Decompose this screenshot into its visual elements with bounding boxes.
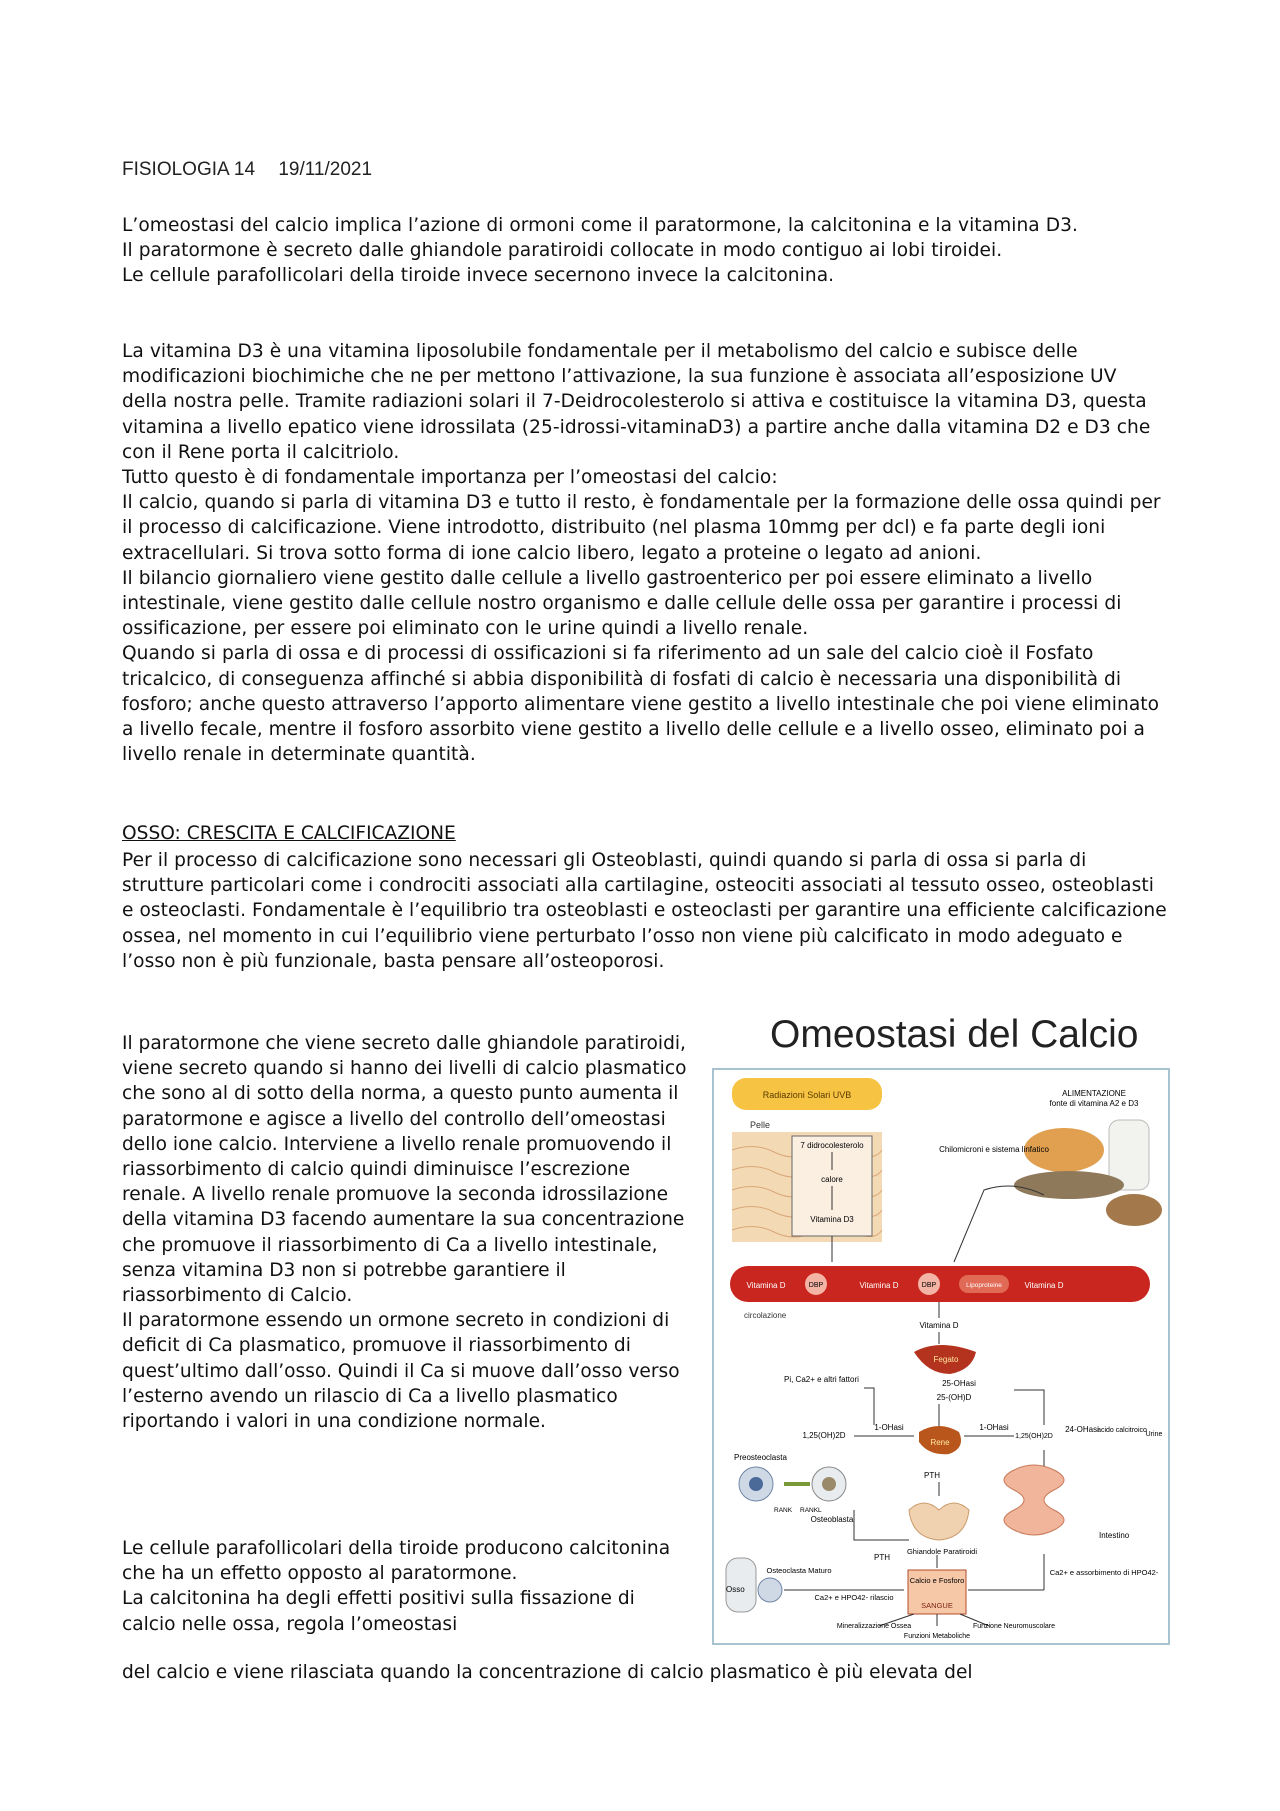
osteoclast-cell [758, 1578, 782, 1602]
lipoproteine-label: Lipoproteine [966, 1282, 1002, 1289]
ohd125a-label: 1,25(OH)2D [802, 1431, 846, 1440]
rilascio-label: Ca2+ e HPO42- rilascio [814, 1593, 894, 1602]
section-heading: OSSO: CRESCITA E CALCIFICAZIONE [122, 823, 456, 844]
parathyroid-shape [909, 1503, 969, 1540]
alimentazione-label: ALIMENTAZIONE [1062, 1089, 1126, 1098]
figure-title: Omeostasi del Calcio [770, 1013, 1139, 1056]
fonte-label: fonte di vitamina A2 e D3 [1049, 1099, 1139, 1108]
dbp1-label: DBP [808, 1282, 824, 1289]
calcium-homeostasis-diagram [712, 1068, 1170, 1645]
vitd-c: Vitamina D [1024, 1281, 1064, 1290]
ohd125b-label: 1,25(OH)2D [1015, 1433, 1053, 1440]
osteoclasta-label: Osteoclasta Maturo [766, 1566, 832, 1575]
pelle-label: Pelle [750, 1120, 771, 1130]
funzioni-label: Funzioni Metaboliche [903, 1633, 971, 1640]
arrow [854, 1510, 909, 1540]
document-date: 19/11/2021 [278, 159, 373, 180]
diagram-svg [714, 1070, 1168, 1643]
assorbimento-label: Ca2+ e assorbimento di HPO42- [1049, 1568, 1159, 1577]
ohasi25-label: 25-OHasi [942, 1379, 976, 1388]
urine-label: Urine [1145, 1431, 1163, 1438]
calcio-label: Calcio e Fosforo [909, 1576, 965, 1585]
oh1b-label: 1-OHasi [979, 1423, 1009, 1432]
vitd3-label: Vitamina D3 [810, 1215, 854, 1224]
osteoblasta-label: Osteoblasta [810, 1515, 854, 1524]
paragraph-calcification: Per il processo di calcificazione sono necessari gli Osteoblasti, quindi quando si parla di ossa si parla di strutture particolari come i condrociti associati alla cartilagine, osteociti associati al tessuto osseo, osteoblasti e osteoclasti. Fondamentale è l’equilibrio tra osteoblasti e osteoclasti per garantire una efficiente calcificazione ossea, nel momento in cui l’equilibrio viene perturbato l’osso non viene più calcificato in modo adeguato e l’osso non è più funzionale, basta pensare all’osteoporosi. [122, 850, 1167, 972]
intestino-label: Intestino [1099, 1531, 1130, 1540]
rank-label: RANK [774, 1507, 793, 1514]
arrow [1014, 1390, 1044, 1425]
preosteoclasta-label: Preosteoclasta [734, 1453, 787, 1462]
dehydro-label: 7 didrocolesterolo [800, 1141, 864, 1150]
arrow [864, 1388, 874, 1425]
circolazione-label: circolazione [744, 1311, 787, 1320]
vitd-a: Vitamina D [746, 1281, 786, 1290]
paragraph-continuation: del calcio e viene rilasciata quando la concentrazione di calcio plasmatico è più elevata del [122, 1662, 973, 1683]
oh24-label: 24-OHasi [1065, 1425, 1099, 1434]
fegato-label: Fegato [933, 1355, 959, 1364]
paragraph-intro: L’omeostasi del calcio implica l’azione di ormoni come il paratormone, la calcitonina e la vitamina D3. Il paratormone è secreto dalle ghiandole paratiroidi collocate in modo contiguo ai lobi tiroidei. Le cellule parafollicolari della tiroide invece secernono invece la calcitonina. [122, 215, 1078, 287]
pth1-label: PTH [924, 1471, 940, 1480]
neuro-label: Funzione Neuromuscolare [972, 1623, 1056, 1630]
course-title: FISIOLOGIA 14 [122, 159, 256, 180]
document-header [122, 159, 390, 181]
arrow [954, 1186, 1044, 1262]
vitd-down-label: Vitamina D [919, 1321, 959, 1330]
preosteoclast-nucleus [749, 1477, 763, 1491]
acido-label: acido calcitroico [1097, 1427, 1147, 1434]
sangue-label: SANGUE [921, 1601, 953, 1610]
mineralizzazione-label: Mineralizzazione Ossea [836, 1623, 912, 1630]
paratiroidi-label: Ghiandole Paratiroidi [906, 1547, 978, 1556]
dbp2-label: DBP [921, 1282, 937, 1289]
chilomicroni-label: Chilomicroni e sistema linfatico [939, 1145, 1049, 1154]
paragraph-calcitonina: Le cellule parafollicolari della tiroide producono calcitonina che ha un effetto opposto al paratormone. La calcitonina ha degli effetti positivi sulla fissazione di calcio nelle ossa, regola l’omeostasi [122, 1538, 671, 1635]
intestine-shape [1004, 1465, 1064, 1535]
paragraph-vitamin-d3: La vitamina D3 è una vitamina liposolubile fondamentale per il metabolismo del calcio e subisce delle modificazioni biochimiche che ne per mettono l’attivazione, la sua funzione è associata all’esposizione UV della nostra pelle. Tramite radiazioni solari il 7-Deidrocolesterolo si attiva e costituisce la vitamina D3, questa vitamina a livello epatico viene idrossilata (25-idrossi-vitaminaD3) a partire anche dalla vitamina D2 e D3 che con il Rene porta il calcitriolo. Tutto questo è di fondamentale importanza per l’omeostasi del calcio: Il calcio, quando si parla di vitamina D3 e tutto il resto, è fondamentale per la formazione delle ossa quindi per il processo di calcificazione. Viene introdotto, distribuito (nel plasma 10mmg per dcl) e fa parte degli ioni extracellulari. Si trova sotto forma di ione calcio libero, legato a proteine o legato ad anioni. Il bilancio giornaliero viene gestito dalle cellule a livello gastroenterico per poi essere eliminato a livello intestinale, viene gestito dalle cellule nostro organismo e dalle cellule delle ossa per garantire i processi di ossificazione, per essere poi eliminato con le urine quindi a livello renale. Quando si parla di ossa e di processi di ossificazioni si fa riferimento ad un sale del calcio cioè il Fosfato tricalcico, di conseguenza affinché si abbia disponibilità di fosfati di calcio è necessaria una disponibilità di fosforo; anche questo attraverso l’apporto alimentare viene gestito a livello intestinale che poi viene eliminato a livello fecale, mentre il fosforo assorbito viene gestito a livello delle cellule e a livello osseo, eliminato poi a livello renale in determinate quantità. [122, 341, 1161, 766]
food-grains [1106, 1194, 1162, 1226]
paragraph-paratormone: Il paratormone che viene secreto dalle ghiandole paratiroidi, viene secreto quando si hanno dei livelli di calcio plasmatico che sono al di sotto della norma, a questo punto aumenta il paratormone e agisce a livello del controllo dell’omeostasi dello ione calcio. Interviene a livello renale promuovendo il riassorbimento di calcio quindi diminuisce l’escrezione renale. A livello renale promuove la seconda idrossilazione della vitamina D3 facendo aumentare la sua concentrazione che promuove il riassorbimento di Ca a livello intestinale, senza vitamina D3 non si potrebbe garantiere il riassorbimento di Calcio. Il paratormone essendo un ormone secreto in condizioni di deficit di Ca plasmatico, promuove il riassorbimento di quest’ultimo dall’osso. Quindi il Ca si muove dall’osso verso l’esterno avendo un rilascio di Ca a livello plasmatico riportando i valori in una condizione normale. [122, 1033, 687, 1433]
pth2-label: PTH [874, 1553, 890, 1562]
ohd25-label: 25-(OH)D [936, 1393, 972, 1402]
osso-label: Osso [726, 1585, 745, 1594]
vitd-b: Vitamina D [859, 1281, 899, 1290]
rene-label: Rene [930, 1438, 950, 1447]
rankl-label: RANKL [800, 1507, 822, 1514]
calore-label: calore [821, 1175, 843, 1184]
food-fish [1014, 1171, 1124, 1199]
pi-label: Pi, Ca2+ e altri fattori [784, 1375, 859, 1384]
uvb-label: Radiazioni Solari UVB [762, 1090, 852, 1100]
oh1a-label: 1-OHasi [874, 1423, 904, 1432]
osteoblast-nucleus [822, 1477, 836, 1491]
